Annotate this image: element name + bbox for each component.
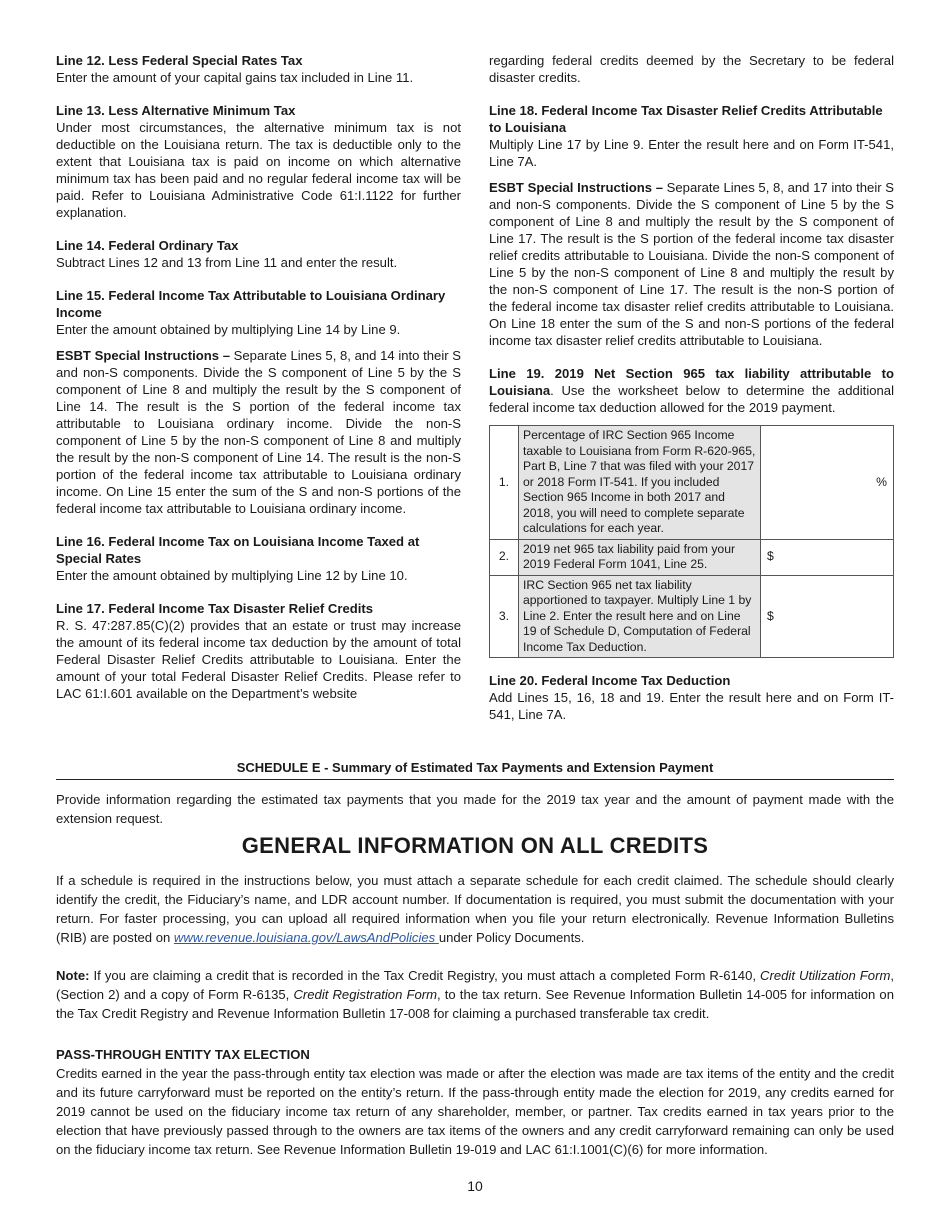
worksheet-row-1-num: 1.: [490, 426, 519, 540]
line-17-cont-text: regarding federal credits deemed by the Secretary to be federal disaster credits.: [489, 53, 894, 85]
line-17-text: R. S. 47:287.85(C)(2) provides that an estate or trust may increase the amount of its federal income tax deduction by the amount of total Federal Disaster Relief Credits attributable to Louisiana. Enter the amount of your total Federal Disaster Relief Credits. Please refer to LAC 61:I.601 available on the Department’s website: [56, 618, 461, 701]
worksheet-row-2-desc: 2019 net 965 tax liability paid from your 2019 Federal Form 1041, Line 25.: [519, 539, 761, 575]
esbt-1-text: Separate Lines 5, 8, and 14 into their S and non-S components. Divide the S component of Line 5 by the S component of Line 8 and multiply the result by the S component of Line 14. The result is the S portion of the federal income tax attributable to Louisiana ordinary income. Divide the non-S component of Line 5 by the non-S component of Line 8 and multiply the result by the non-S component of Line 14. The result is the non-S portion of the federal income tax attributable to Louisiana ordinary income. On Line 15 enter the sum of the S and non-S portions of the federal income tax attributable to Louisiana ordinary income.: [56, 348, 461, 516]
worksheet-row-3: [490, 575, 894, 658]
worksheet-row-3-desc: IRC Section 965 net tax liability apportioned to taxpayer. Multiply Line 1 by Line 2. Enter the result here and on Line 19 of Schedule D, Computation of Federal Income Tax Deduction.: [519, 575, 761, 658]
line-16-section: [56, 533, 461, 584]
worksheet-row-2-num: 2.: [490, 539, 519, 575]
line-12-text: Enter the amount of your capital gains tax included in Line 11.: [56, 70, 414, 85]
revenue-laws-link[interactable]: www.revenue.louisiana.gov/LawsAndPolicies: [173, 930, 439, 945]
line-14-heading: Line 14. Federal Ordinary Tax: [56, 238, 239, 253]
worksheet-row-1-desc: Percentage of IRC Section 965 Income taxable to Louisiana from Form R-620-965, Part B, Line 7 that was filed with your 2017 or 2018 Form IT-541. If you included Section 965 Income in both 2017 and 2018, you will need to complete separate calculations for each year.: [519, 426, 761, 540]
line-18-section: [489, 102, 894, 170]
right-column: [489, 52, 894, 723]
note-text-c: , to the tax return. See Revenue Information Bulletin 14-005 for information on the Tax Credit Registry and Revenue Information Bulletin 17-008 for claiming a purchased transferable tax credit.: [56, 987, 894, 1021]
worksheet-row-1: [490, 426, 894, 540]
line-16-text: Enter the amount obtained by multiplying Line 12 by Line 10.: [56, 568, 408, 583]
line-15-text: Enter the amount obtained by multiplying Line 14 by Line 9.: [56, 322, 401, 337]
worksheet-row-1-value[interactable]: %: [761, 426, 894, 540]
general-p1-after: under Policy Documents.: [438, 930, 585, 945]
worksheet-row-2-value[interactable]: $: [761, 539, 894, 575]
line-20-text: Add Lines 15, 16, 18 and 19. Enter the result here and on Form IT-541, Line 7A.: [489, 690, 894, 722]
schedule-e-text-block: [56, 790, 894, 828]
esbt-2-label: ESBT Special Instructions –: [489, 180, 663, 195]
pte-text: Credits earned in the year the pass-through entity tax election was made or after the election was made are tax items of the entity and the credit and its future carryforward must be reported on the entity’s return. If the pass-through entity made the election for 2019, any credits earned for 2019 cannot be used on the fiduciary income tax return of any shareholder, member, or partner. Tax credits earned in tax years prior to the election that have previously passed through to the owners are tax items of the owners and any credit carryforward remaining can only be used on the fiduciary income tax return. See Revenue Information Bulletin 19-019 and LAC 61:I.1001(C)(6) for more information.: [56, 1066, 894, 1157]
worksheet-row-3-num: 3.: [490, 575, 519, 658]
line-18-text: Multiply Line 17 by Line 9. Enter the result here and on Form IT-541, Line 7A.: [489, 137, 894, 169]
esbt-instructions-1: [56, 347, 461, 517]
worksheet-row-3-value[interactable]: $: [761, 575, 894, 658]
line-14-section: [56, 237, 461, 271]
left-column: [56, 52, 461, 702]
general-info-paragraph: [56, 871, 894, 947]
note-text-a: If you are claiming a credit that is recorded in the Tax Credit Registry, you must attach a completed Form R-6140,: [89, 968, 761, 983]
line-15-heading: Line 15. Federal Income Tax Attributable to Louisiana Ordinary Income: [56, 288, 446, 320]
pte-heading: PASS-THROUGH ENTITY TAX ELECTION: [56, 1047, 310, 1062]
pte-section: [56, 1045, 894, 1159]
note-form-1: Credit Utilization Form: [760, 968, 891, 983]
line-12-section: [56, 52, 461, 86]
general-p1-text: If a schedule is required in the instructions below, you must attach a separate schedule for each credit claimed. The schedule should clearly identify the credit, the Fiduciary’s name, and LDR account number. If documentation is required, you must submit the documentation with your return. For faster processing, you can upload all required information when you file your return electronically. Revenue Information Bulletins (RIB) are posted on: [56, 873, 894, 945]
esbt-2-text: Separate Lines 5, 8, and 17 into their S and non-S components. Divide the S component of Line 5 by the S component of Line 8 and multiply the result by the S component of Line 17. The result is the S portion of the federal income tax disaster relief credits attributable to Louisiana. Divide the non-S component of Line 5 by the non-S component of Line 8 and multiply the result by the non-S component of Line 17. The result is the non-S portion of the federal income tax disaster relief credits attributable to Louisiana. On Line 18 enter the sum of the S and non-S portions of the federal income tax disaster relief credits attributable to Louisiana.: [489, 180, 894, 348]
line-13-section: [56, 102, 461, 221]
schedule-e-text: Provide information regarding the estimated tax payments that you made for the 2019 tax year and the amount of payment made with the extension request.: [56, 792, 894, 826]
line-12-heading: Line 12. Less Federal Special Rates Tax: [56, 53, 303, 68]
line-19-section: [489, 365, 894, 416]
note-text-b: , (Section 2) and a copy of Form R-6135,: [56, 968, 894, 1002]
note-label: Note:: [56, 968, 90, 983]
section-965-worksheet: [489, 425, 894, 658]
line-16-heading: Line 16. Federal Income Tax on Louisiana Income Taxed at Special Rates: [56, 534, 420, 566]
line-17-heading: Line 17. Federal Income Tax Disaster Relief Credits: [56, 601, 374, 616]
line-18-heading: Line 18. Federal Income Tax Disaster Relief Credits Attributable to Louisiana: [489, 103, 883, 135]
line-20-section: [489, 672, 894, 723]
line-17-continued: [489, 52, 894, 86]
line-20-heading: Line 20. Federal Income Tax Deduction: [489, 673, 731, 688]
line-19-heading: Line 19. 2019 Net Section 965 tax liability attributable to Louisiana: [489, 366, 894, 398]
line-14-text: Subtract Lines 12 and 13 from Line 11 and enter the result.: [56, 255, 398, 270]
esbt-1-label: ESBT Special Instructions –: [56, 348, 230, 363]
line-19-text: . Use the worksheet below to determine the additional federal income tax deduction allowed for the 2019 payment.: [489, 383, 894, 415]
line-13-heading: Line 13. Less Alternative Minimum Tax: [56, 103, 296, 118]
schedule-e-title: SCHEDULE E - Summary of Estimated Tax Payments and Extension Payment: [56, 760, 894, 780]
line-17-section: [56, 600, 461, 702]
line-13-text: Under most circumstances, the alternative minimum tax is not deductible on the Louisiana return. The tax is deductible only to the extent that Louisiana tax is paid on income on which alternative minimum tax has been paid and no regular federal income tax will be paid. Refer to Louisiana Administrative Code 61:I.1122 for further explanation.: [56, 120, 461, 220]
worksheet-row-2: [490, 539, 894, 575]
note-paragraph: [56, 966, 894, 1023]
general-info-title: GENERAL INFORMATION ON ALL CREDITS: [241, 833, 709, 858]
esbt-instructions-2: [489, 179, 894, 349]
page-number: 10: [467, 1178, 483, 1194]
note-form-2: Credit Registration Form: [293, 987, 438, 1002]
line-15-section: [56, 287, 461, 338]
